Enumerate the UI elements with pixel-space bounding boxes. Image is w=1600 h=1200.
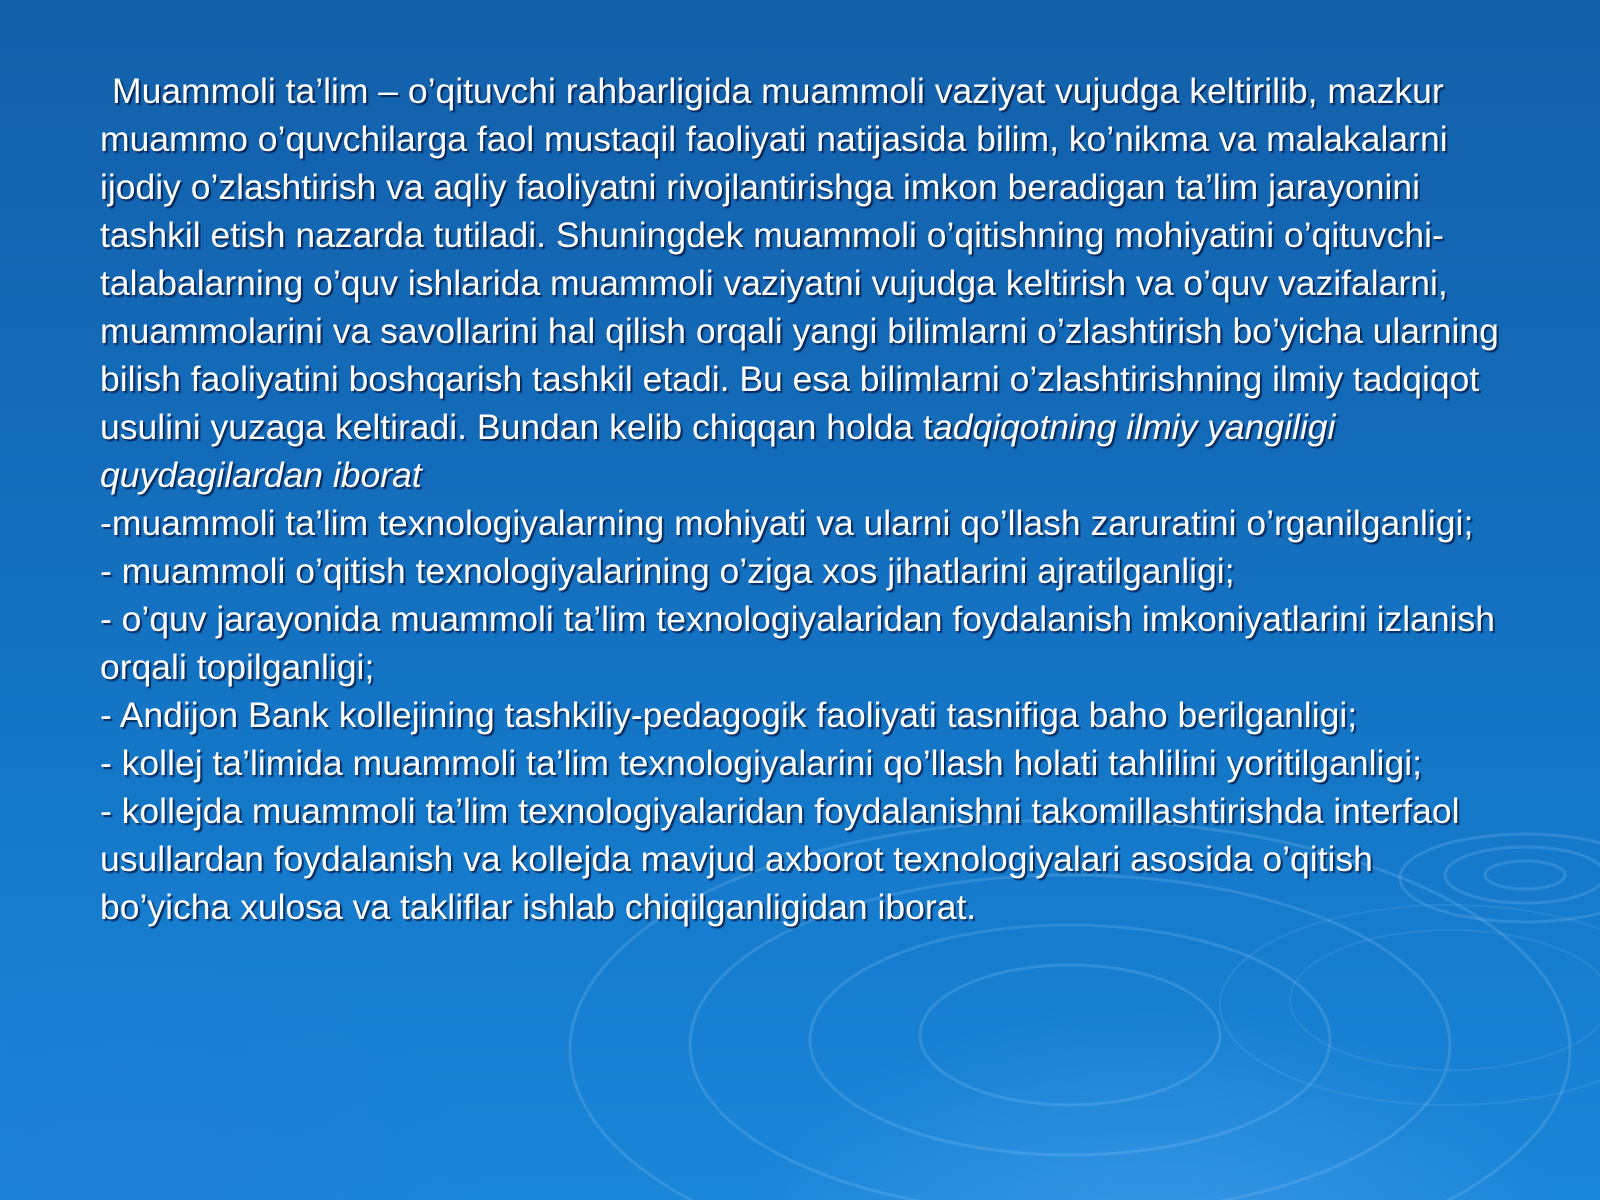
bullet-item: - muammoli o’qitish texnologiyalarining o’ziga xos jihatlarini ajratilganligi; (100, 551, 1235, 591)
bullet-item: -muammoli ta’lim texnologiyalarning mohiyati va ularni qo’llash zaruratini o’rganilganligi; (100, 503, 1474, 543)
intro-text: Muammoli ta’lim – o’qituvchi rahbarligida muammoli vaziyat vujudga keltirilib, mazkur muammo o’quvchilarga faol mustaqil faoliyati natijasida bilim, ko’nikma va malakalarni ijodiy o’zlashtirish va aqliy faoliyatni rivojlantirishga imkon beradigan ta’lim jarayonini tashkil etish nazarda tutiladi. Shuningdek muammoli o’qitishning mohiyatini o’qituvchi-talabalarning o’quv ishlarida muammoli vaziyatni vujudga keltirish va o’quv vazifalarni, muammolarini va savollarini hal qilish orqali yangi bilimlarni o’zlashtirish bo’yicha ularning bilish faoliyatini boshqarish tashkil etadi. Bu esa bilimlarni o’zlashtirishning ilmiy tadqiqot usulini yuzaga keltiradi. Bundan kelib chiqqan holda t (100, 71, 1499, 447)
bullet-item: - kollej ta’limida muammoli ta’lim texnologiyalarini qo’llash holati tahlilini yoritilganligi; (100, 743, 1422, 783)
slide-body-text (100, 67, 1510, 931)
intro-italic-text: adqiqotning ilmiy yangiligi quydagilardan iborat (100, 407, 1336, 495)
bullet-item: - Andijon Bank kollejining tashkiliy-pedagogik faoliyati tasnifiga baho berilganligi; (100, 695, 1358, 735)
bullet-item: - kollejda muammoli ta’lim texnologiyalaridan foydalanishni takomillashtirishda interfaol usullardan foydalanish va kollejda mavjud axborot texnologiyalari asosida o’qitish bo’yicha xulosa va takliflar ishlab chiqilganligidan iborat. (100, 791, 1460, 927)
bullet-item: - o’quv jarayonida muammoli ta’lim texnologiyalaridan foydalanish imkoniyatlarini izlanish orqali topilganligi; (100, 599, 1496, 687)
intro-paragraph (100, 67, 1510, 499)
